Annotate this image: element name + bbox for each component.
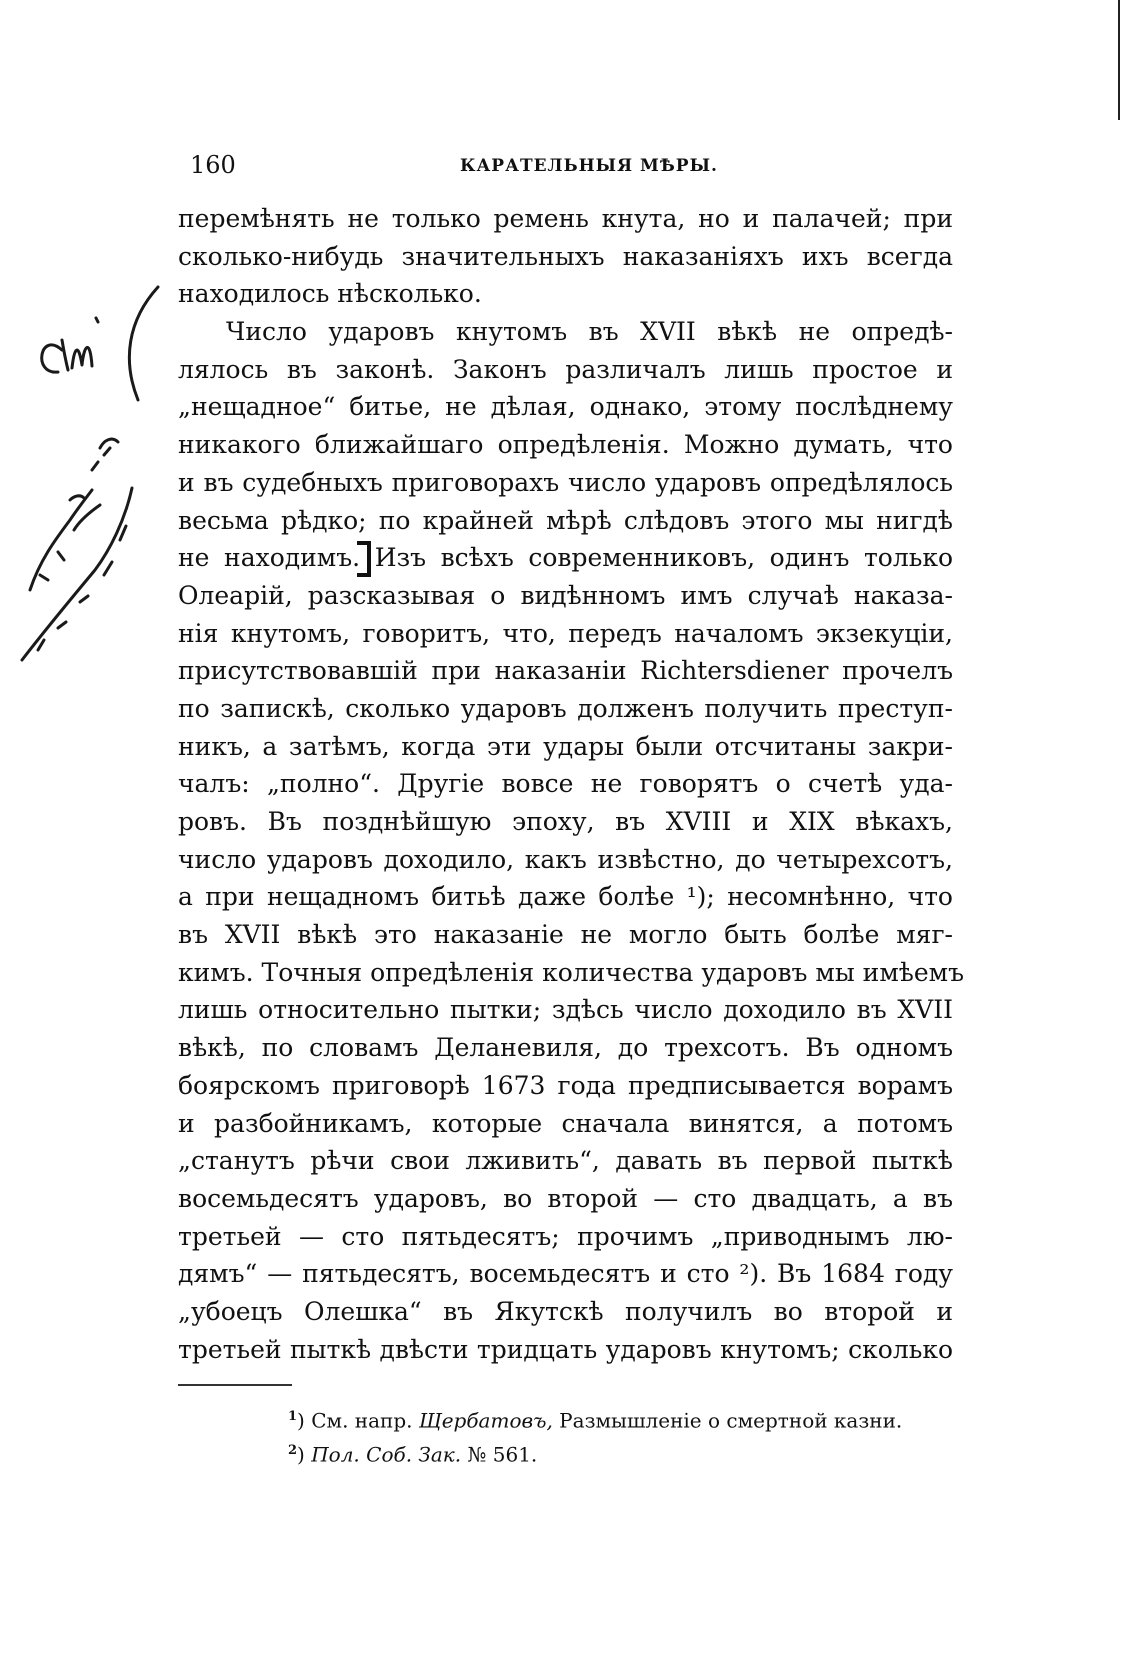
footnote-divider (178, 1384, 292, 1386)
text-line: третьей — сто пятьдесятъ; прочимъ „приводнымъ лю- (178, 1221, 953, 1251)
text-line: боярскомъ приговорѣ 1673 года предписывается ворамъ (178, 1070, 953, 1100)
footnote-author: Щербатовъ, (418, 1408, 553, 1433)
footnote-text: ) См. напр. (297, 1408, 419, 1433)
text-line: „станутъ рѣчи свои лживить“, давать въ первой пыткѣ (178, 1146, 953, 1176)
text-line: перемѣнять не только ремень кнута, но и палачей; при (178, 204, 953, 233)
text-line: въ XVII вѣкѣ это наказаніе не могло быть болѣе мяг- (178, 920, 953, 950)
text-line: дямъ“ — пятьдесятъ, восемьдесятъ и сто ²). Въ 1684 году (178, 1259, 953, 1289)
text-line: Олеарій, разсказывая о видѣнномъ имъ случаѣ наказа- (178, 580, 953, 610)
page-header (190, 150, 945, 184)
text-line: и въ судебныхъ приговорахъ число ударовъ опредѣлялось (178, 467, 953, 497)
text-line: кимъ. Точныя опредѣленія количества ударовъ мы имѣемъ (178, 957, 965, 987)
text-line: чалъ: „полно“. Другіе вовсе не говорятъ о счетѣ уда- (178, 769, 953, 799)
text-line: весьма рѣдко; по крайней мѣрѣ слѣдовъ этого мы нигдѣ (178, 505, 953, 535)
footnote-1 (288, 1402, 958, 1436)
text-line: лялось въ законѣ. Законъ различалъ лишь простое и (178, 354, 953, 384)
text-line: нія кнутомъ, говоритъ, что, передъ началомъ экзекуціи, (178, 618, 953, 648)
text-line: лишь относительно пытки; здѣсь число доходило въ XVII (178, 995, 953, 1025)
text-line: ровъ. Въ позднѣйшую эпоху, въ XVIII и XIX вѣкахъ, (178, 807, 953, 836)
page-number: 160 (190, 151, 236, 179)
handwritten-marginalia (0, 0, 190, 760)
footnote-mark: 1 (288, 1409, 298, 1424)
text-line: находилось нѣсколько. (178, 279, 482, 309)
text-line: по запискѣ, сколько ударовъ долженъ получить преступ- (178, 693, 953, 723)
text-line: восемьдесятъ ударовъ, во второй — сто двадцать, а въ (178, 1183, 953, 1213)
footnote-text: ) (297, 1442, 312, 1467)
text-line: число ударовъ доходило, какъ извѣстно, до четырехсотъ, (178, 844, 953, 874)
text-line: Число ударовъ кнутомъ въ XVII вѣкѣ не опредѣ- (226, 317, 953, 347)
text-line: „нещадное“ битье, не дѣлая, однако, этому послѣднему (178, 392, 953, 422)
body-text (178, 200, 965, 1368)
footnotes (288, 1402, 958, 1469)
text-line: никъ, а затѣмъ, когда эти удары были отсчитаны закри- (178, 731, 953, 761)
running-title: КАРАТЕЛЬНЫЯ МѢРЫ. (460, 156, 718, 176)
footnote-mark: 2 (288, 1442, 298, 1458)
text-line: никакого ближайшаго опредѣленія. Можно думать, что (178, 430, 953, 460)
page-edge-line (1118, 0, 1120, 120)
text-line: присутствовавшій при наказаніи Richtersdiener прочелъ (178, 656, 953, 686)
text-line: а при нещадномъ битьѣ даже болѣе ¹); несомнѣнно, что (178, 882, 953, 912)
footnote-2 (288, 1436, 958, 1470)
text-line: „убоецъ Олешка“ въ Якутскѣ получилъ во второй и (178, 1296, 953, 1326)
text-line: вѣкѣ, по словамъ Деланевиля, до трехсотъ. Въ одномъ (178, 1033, 953, 1063)
footnote-text: № 561. (461, 1442, 538, 1467)
text-line: сколько-нибудь значительныхъ наказаніяхъ ихъ всегда (178, 241, 953, 271)
footnote-text: Размышленіе о смертной казни. (552, 1408, 903, 1433)
handwritten-bracket-mark (353, 539, 373, 579)
footnote-source: Пол. Соб. Зак. (311, 1442, 462, 1467)
text-line: не находимъ. Изъ всѣхъ современниковъ, одинъ только (178, 543, 953, 573)
text-line: и разбойникамъ, которые сначала винятся, а потомъ (178, 1108, 953, 1138)
text-line: третьей пыткѣ двѣсти тридцать ударовъ кнутомъ; сколько (178, 1334, 953, 1364)
